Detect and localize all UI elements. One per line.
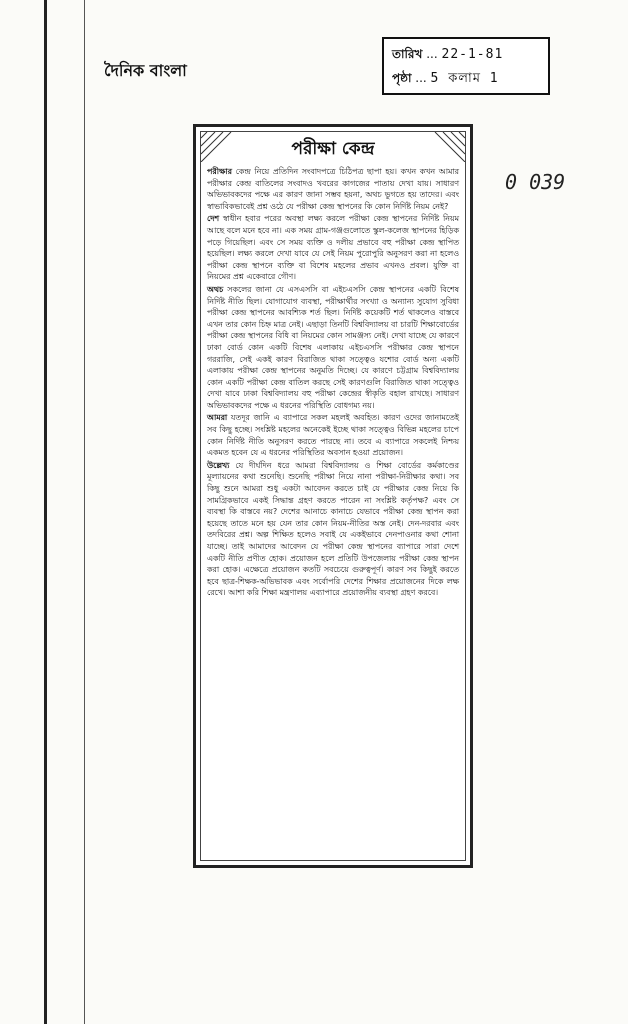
article-paragraph: দেশ স্বাধীন হবার পরের অবস্থা লক্ষ্য করলে পরীক্ষা কেন্দ্র স্থাপনের নির্দিষ্ট নিয়ম আছে বলে মনে হবে না। এক সময় গ্রাম-গঞ্জগুলোতে স্কুল-কলেজ স্থাপনের হিড়িক পড়ে গিয়েছিল। এবং সে সময় ব্যক্তি ও দলীয় প্রভাবে বহু পরীক্ষা কেন্দ্র স্থাপিত হয়েছিল। লক্ষ্য করলে দেখা যাবে যে সেই নিয়ম পুরোপুরি অনুসরণ করা না হলেও পরীক্ষা কেন্দ্র স্থাপনে ব্যক্তি বা বিশেষ মহলের প্রভাব এখনও প্রবল। যুক্তি বা নিয়মের প্রশ্ন একেবারে গৌণ। [207,214,459,282]
stamp-page-value: 5 কলাম 1 [430,71,499,86]
stamp-date-value: 22-1-81 [441,47,504,62]
newspaper-clipping [193,124,473,868]
article-body [207,166,459,856]
article-paragraph: পরীক্ষার কেন্দ্র নিয়ে প্রতিদিন সংবাদপত্রে চিঠিপত্র ছাপা হয়। কখন কখন আমার পরীক্ষার কেন্দ্র বাতিলের সংবাদও খবরের কাগজের পাতায় দেখা যায়। সাধারণ অভিভাবকদের পক্ষে এর কারণ জানা সম্ভব হয়না, অথচ ভুগতে হয় তাদের। এবং স্বাভাবিকভাবেই প্রশ্ন ওঠে যে পরীক্ষা কেন্দ্র স্থাপনের কি কোন নির্দিষ্ট নিয়ম নেই? [207,167,459,211]
article-paragraph: অথচ সকলের জানা যে এসএসসি বা এইচএসসি কেন্দ্র স্থাপনের একটি বিশেষ নির্দিষ্ট নীতি ছিল। যোগাযোগ ব্যবস্থা, পরীক্ষার্থীর সংখ্যা ও অন্যান্য সুযোগ সুবিধা পরীক্ষা কেন্দ্র স্থাপনের আবশ্যিক শর্ত ছিল। নির্দিষ্ট কয়েকটি শর্ত থাকলেও বাস্তবে এখন তার কোন চিহ্ন মাত্র নেই। এছাড়া তিনটি বিশ্ববিদ্যালয় বা চারটি শিক্ষাবোর্ডের পরীক্ষা কেন্দ্র স্থাপনের বিধি বা নিয়মের কোন সামঞ্জস্য নেই। দেখা যাচ্ছে যে কারণে ঢাকা বোর্ড কোন একটি বিশেষ এলাকায় এইচএসসি পরীক্ষার কেন্দ্র স্থাপনে গররাজি, সেই একই কারণ বিরাজিত থাকা সত্ত্বেও যশোর বোর্ড অন্য একটি এলাকায় পরীক্ষা কেন্দ্র স্থাপনের অনুমতি দিচ্ছে। যে কারণে চট্টগ্রাম বিশ্ববিদ্যালয় কোন একটি পরীক্ষা কেন্দ্র বাতিল করছে সেই কারণগুলি বিরাজিত থাকা সত্ত্বেও দেখা যাবে ঢাকা বিশ্ববিদ্যালয় বহু পরীক্ষা কেন্দ্রের স্বীকৃতি বহাল রাখছে। সাধারণ অভিভাবকদের পক্ষে এ ধরনের পরিস্থিতি বোধগম্য নয়। [207,284,459,410]
stamp-page-row: পৃষ্ঠা ... 5 কলাম 1 [392,71,499,86]
article-headline: পরীক্ষা কেন্দ্র [291,139,375,159]
stamp-date-label: তারিখ [392,47,423,61]
newspaper-name: দৈনিক বাংলা [104,61,187,80]
file-number: 0 039 [505,170,566,194]
date-page-stamp [382,37,550,95]
clipping-frame [200,131,466,861]
stamp-page-label: পৃষ্ঠা [392,71,412,85]
margin-rule [84,0,85,1024]
article-paragraph: উল্লেখ্য যে দীর্ঘদিন ধরে আমরা বিশ্ববিদ্যালয় ও শিক্ষা বোর্ডের কর্মকাণ্ডের মূল্যায়নের কথা শুনেছি। শুনেছি পরীক্ষা নিয়ে নানা পরীক্ষা-নিরীক্ষার কথা। সব কিছু শুনে আমরা শুধু একটা আবেদন করতে চাই যে পরীক্ষার কেন্দ্র নিয়ে কি সামগ্রিকভাবে একই সিদ্ধান্ত গ্রহণ করতে পারেন না সংশ্লিষ্ট কর্তৃপক্ষ? এবং সে ব্যবস্থা কি বাস্তবে নয়? দেশের আনাচে কানাচে যেভাবে পরীক্ষা কেন্দ্র স্থাপন করা হয়েছে তাতে মনে হয় যেন তার কোন নিয়ম-নীতির অস্ত নেই। দেন-দরবার এবং তদবিরের প্রশ্ন। অল্প শিক্ষিত হলেও সবাই যে একইভাবে দেনপাওনার কথা শোনা যাচ্ছে। তাই আমাদের আবেদন যে পরীক্ষা কেন্দ্র স্থাপনের ব্যাপারে সারা দেশে একটি নীতি প্রণীত হোক। প্রয়োজন হলে প্রতিটি উপজেলায় পরীক্ষা কেন্দ্র স্থাপন করা হোক। এক্ষেত্রে প্রয়োজন কতটি সবচেয়ে গুরুত্বপূর্ণ। কারণ সব কিছুই করতে হবে ছাত্র-শিক্ষক-অভিভাবক এবং সর্বোপরি দেশের শিক্ষার প্রয়োজনের দিকে লক্ষ রেখে। আশা করি শিক্ষা মন্ত্রণালয় এব্যাপারে প্রয়োজনীয় ব্যবস্থা গ্রহণ করবে। [207,460,459,598]
stamp-date-row: তারিখ ... 22-1-81 [392,47,504,62]
article-paragraph: আমরা যতদূর জানি এ ব্যাপারে সকল মহলই অবহিত। কারণ ওদের জানামতেই সব কিছু হচ্ছে। সংশ্লিষ্ট মহলের অনেকেই ইচ্ছে থাকা সত্ত্বেও বিভিন্ন মহলের চাপে কোন নির্দিষ্ট নীতি অনুসরণ করতে পারছে না। তবে এ ব্যাপারে সকলেই নিশ্চয় একমত হবেন যে এ ধরনের পরিস্থিতির অবসান হওয়া প্রয়োজন। [207,413,459,458]
binding-margin-line [44,0,47,1024]
